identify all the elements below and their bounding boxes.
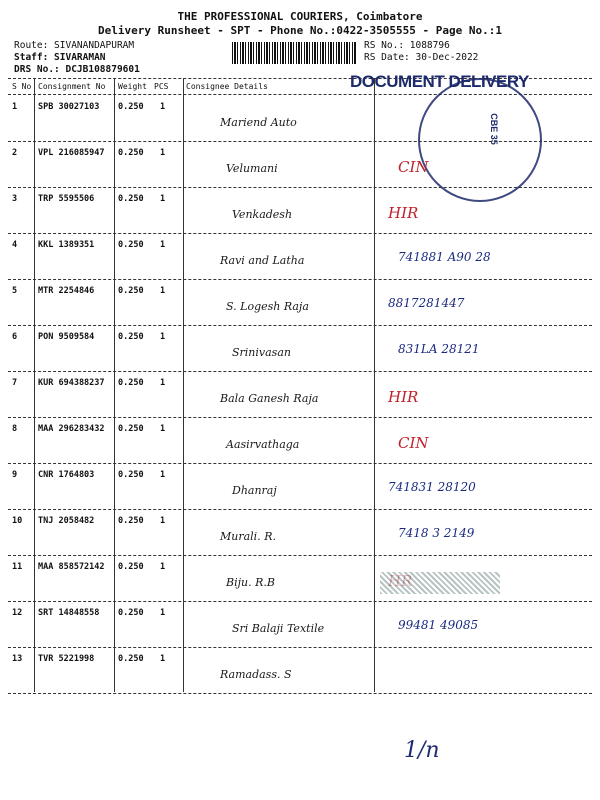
consignee-name: Venkadesh [232,208,293,221]
row-pcs: 1 [160,516,166,526]
row-weight: 0.250 [118,240,144,250]
row-sno: 12 [12,608,23,618]
row-consignment: TRP 5595506 [38,194,95,204]
row-weight: 0.250 [118,148,144,158]
row-sno: 6 [12,332,18,342]
row-consignment: MAA 858572142 [38,562,105,572]
delivery-remark: 831LA 28121 [398,342,480,356]
row-pcs: 1 [160,562,166,572]
row-weight: 0.250 [118,424,144,434]
row-pcs: 1 [160,194,166,204]
document-delivery-stamp: DOCUMENT DELIVERY [350,72,529,91]
row-pcs: 1 [160,240,166,250]
consignee-name: Sri Balaji Textile [232,622,325,635]
row-sno: 4 [12,240,18,250]
row-pcs: 1 [160,424,166,434]
delivery-remark: CIN [398,434,429,452]
row-weight: 0.250 [118,654,144,664]
row-weight: 0.250 [118,516,144,526]
row-consignment: KKL 1389351 [38,240,95,250]
page-handwritten-mark: 1/n [404,738,440,763]
row-weight: 0.250 [118,378,144,388]
row-sno: 11 [12,562,23,572]
table-row [8,648,592,694]
row-sno: 10 [12,516,23,526]
consignee-name: Biju. R.B [226,576,275,589]
col-consignee: Consignee Details [186,82,268,91]
col-weight: Weight [118,82,147,91]
delivery-remark: 741881 A90 28 [398,250,491,264]
table-row [8,418,592,464]
table-row [8,142,592,188]
row-consignment: VPL 216085947 [38,148,105,158]
row-consignment: TNJ 2058482 [38,516,95,526]
row-consignment: TVR 5221998 [38,654,95,664]
row-sno: 3 [12,194,18,204]
delivery-remark: 741831 28120 [388,480,476,494]
consignee-name: Ravi and Latha [220,254,305,267]
row-weight: 0.250 [118,102,144,112]
runsheet-subtitle: Delivery Runsheet - SPT - Phone No.:0422-3505555 - Page No.:1 [98,24,502,37]
rs-date: RS Date: 30-Dec-2022 [364,52,479,63]
row-sno: 13 [12,654,23,664]
row-consignment: KUR 694388237 [38,378,105,388]
consignee-name: Velumani [226,162,278,175]
row-weight: 0.250 [118,194,144,204]
delivery-remark: HIR [388,204,419,222]
table-row [8,188,592,234]
rs-number: RS No.: 1088796 [364,40,450,51]
consignee-name: Aasirvathaga [226,438,300,451]
row-pcs: 1 [160,654,166,664]
row-consignment: CNR 1764803 [38,470,95,480]
delivery-remark: 8817281447 [388,296,465,310]
row-pcs: 1 [160,148,166,158]
row-weight: 0.250 [118,286,144,296]
row-consignment: SPB 30027103 [38,102,100,112]
consignee-name: Dhanraj [232,484,277,497]
col-pcs: PCS [154,82,169,91]
table-row [8,510,592,556]
row-consignment: MTR 2254846 [38,286,95,296]
staff-label: Staff: SIVARAMAN [14,52,106,63]
col-sno: S No [12,82,32,91]
consignee-name: Mariend Auto [220,116,297,129]
row-pcs: 1 [160,608,166,618]
row-sno: 9 [12,470,18,480]
row-consignment: MAA 296283432 [38,424,105,434]
delivery-remark: 99481 49085 [398,618,479,632]
consignee-name: Murali. R. [220,530,276,543]
row-divider [8,693,592,694]
row-weight: 0.250 [118,470,144,480]
consignee-name: Srinivasan [232,346,291,359]
company-title: THE PROFESSIONAL COURIERS, Coimbatore [177,10,423,23]
table-row [8,326,592,372]
row-consignment: SRT 14848558 [38,608,100,618]
row-sno: 8 [12,424,18,434]
table-row [8,556,592,602]
row-sno: 1 [12,102,18,112]
seal-code: CBE 35 [488,113,499,145]
route-label: Route: SIVANANDAPURAM [14,40,135,51]
row-sno: 5 [12,286,18,296]
consignee-name: Ramadass. S [220,668,292,681]
row-sno: 2 [12,148,18,158]
delivery-remark: HIR [388,388,419,406]
drs-number: DRS No.: DCJB108879601 [14,64,140,75]
row-pcs: 1 [160,102,166,112]
consignee-name: Bala Ganesh Raja [220,392,319,405]
delivery-remark: 7418 3 2149 [398,526,475,540]
delivery-remark: CIN [398,158,429,176]
col-consignment: Consignment No [38,82,106,91]
row-weight: 0.250 [118,562,144,572]
row-consignment: PON 9509584 [38,332,95,342]
table-row [8,464,592,510]
row-pcs: 1 [160,332,166,342]
scribble-mark [380,572,500,594]
row-sno: 7 [12,378,18,388]
row-weight: 0.250 [118,608,144,618]
row-pcs: 1 [160,378,166,388]
row-pcs: 1 [160,286,166,296]
table-row [8,96,592,142]
row-weight: 0.250 [118,332,144,342]
consignee-name: S. Logesh Raja [226,300,309,313]
barcode-icon [232,42,356,64]
row-pcs: 1 [160,470,166,480]
